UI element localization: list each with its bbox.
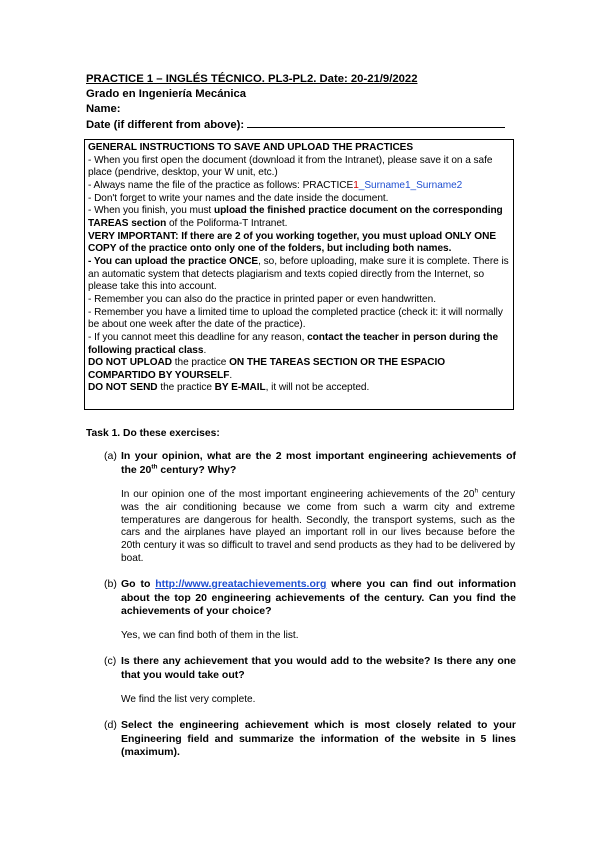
question-a xyxy=(104,450,516,477)
question-c-label: (c) xyxy=(104,655,117,667)
question-d xyxy=(104,719,516,760)
question-a-text: In your opinion, what are the 2 most important engineering achievements of the 20th century? Why? xyxy=(121,450,516,476)
question-c xyxy=(104,655,516,682)
instructions-heading: GENERAL INSTRUCTIONS TO SAVE AND UPLOAD THE PRACTICES xyxy=(88,142,414,153)
instruction-important: VERY IMPORTANT: If there are 2 of you working together, you must upload ONLY ONE COPY of the practice onto only one of the folders, but including both names. xyxy=(88,230,497,255)
page-title: PRACTICE 1 – INGLÉS TÉCNICO. PL3-PL2. Date: 20-21/9/2022 xyxy=(86,73,418,85)
task-title: Task 1. Do these exercises: xyxy=(86,428,220,439)
instruction-upload: - When you finish, you must upload the finished practice document on the corresponding TAREAS section of the Poliforma-T Intranet. xyxy=(88,205,503,229)
date-blank-field[interactable] xyxy=(247,117,505,128)
question-b-label: (b) xyxy=(104,578,117,590)
question-d-label: (d) xyxy=(104,719,117,731)
instruction-do-not-send: DO NOT SEND the practice BY E-MAIL, it will not be accepted. xyxy=(88,382,370,394)
instruction-printed: - Remember you can also do the practice in printed paper or even handwritten. xyxy=(88,293,436,305)
instruction-time: - Remember you have a limited time to upload the completed practice (check it: it will normally be about one week after the date of the practice). xyxy=(88,306,503,331)
instructions-box xyxy=(84,139,514,410)
question-c-text: Is there any achievement that you would add to the website? Is there any one that you would take out? xyxy=(121,655,516,681)
answer-b[interactable]: Yes, we can find both of them in the list. xyxy=(121,630,299,641)
answer-a[interactable]: In our opinion one of the most important engineering achievements of the 20$^h$ century was the air conditioning because we come from such a warm city and extreme temperatures are dangerous for health. Secondly, the transport systems, such as the cars and the airplanes have played an important roll in our lives because before the 20th century it was so difficult to travel and send products as they had to be delivered by boat. xyxy=(121,487,515,564)
instruction-do-not-upload: DO NOT UPLOAD the practice ON THE TAREAS SECTION OR THE ESPACIO COMPARTIDO BY YOURSELF. xyxy=(88,357,446,381)
question-a-label: (a) xyxy=(104,450,117,462)
question-d-text: Select the engineering achievement which is most closely related to your Engineering field and summarize the information of the website in 5 lines (maximum). xyxy=(121,719,516,759)
instruction-names: - Don't forget to write your names and the date inside the document. xyxy=(88,192,389,204)
instruction-once: - You can upload the practice ONCE, so, before uploading, make sure it is complete. There is an automatic system that detects plagiarism and texts copied directly from the Internet, so please take this into account. xyxy=(88,255,509,293)
date-label: Date (if different from above): xyxy=(86,119,245,131)
date-line xyxy=(86,117,505,134)
instruction-filename: - Always name the file of the practice as follows: PRACTICE1_Surname1_Surname2 xyxy=(88,179,463,191)
instruction-save: - When you first open the document (download it from the Intranet), please save it on a safe place (pendrive, desktop, your W unit, etc.) xyxy=(88,154,493,179)
instruction-deadline: - If you cannot meet this deadline for any reason, contact the teacher in person during the following practical class. xyxy=(88,331,499,356)
question-b-text: Go to http://www.greatachievements.org where you can find out information about the top 20 engineering achievements of the century. Can you find the achievements of your choice? xyxy=(121,578,517,618)
answer-c[interactable]: We find the list very complete. xyxy=(121,694,256,705)
greatachievements-link[interactable]: http://www.greatachievements.org xyxy=(155,578,327,590)
name-label: Name: xyxy=(86,103,121,115)
question-b xyxy=(104,578,516,619)
degree-line: Grado en Ingeniería Mecánica xyxy=(86,88,247,100)
